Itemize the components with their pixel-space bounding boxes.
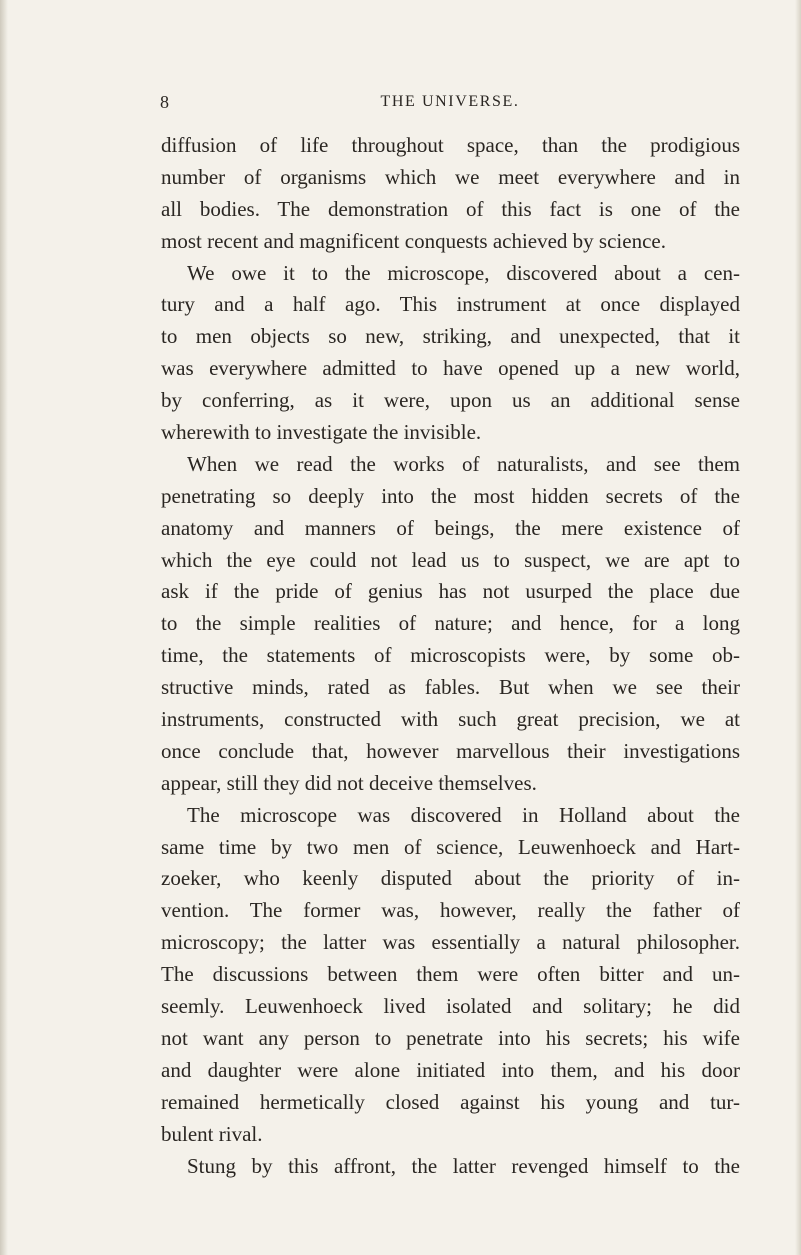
running-title: THE UNIVERSE. [380, 93, 520, 110]
text-line: wherewith to investigate the invisible. [161, 420, 482, 445]
text-line: was everywhere admitted to have opened up a new world, [161, 356, 740, 381]
text-line: instruments, constructed with such great precision, we at [161, 707, 740, 732]
text-line: to the simple realities of nature; and hence, for a long [161, 611, 740, 636]
text-line: once conclude that, however marvellous their investigations [161, 738, 740, 763]
text-line: zoeker, who keenly disputed about the priority of in- [161, 866, 740, 891]
text-line: seemly. Leuwenhoeck lived isolated and solitary; he did [161, 994, 740, 1019]
text-line: bulent rival. [161, 1121, 263, 1146]
text-line: tury and a half ago. This instrument at once displayed [161, 292, 740, 317]
text-line: which the eye could not lead us to suspect, we are apt to [161, 547, 740, 572]
text-line: same time by two men of science, Leuwenhoeck and Hart- [161, 834, 740, 859]
text-line: most recent and magnificent conquests achieved by science. [161, 228, 666, 253]
text-line: diffusion of life throughout space, than the prodigious [161, 133, 740, 157]
text-line: We owe it to the microscope, discovered about a cen- [187, 260, 740, 285]
text-line: appear, still they did not deceive themselves. [161, 770, 537, 795]
page-number: 8 [160, 92, 170, 112]
text-line: ask if the pride of genius has not usurped the place due [161, 579, 740, 604]
text-line: The microscope was discovered in Holland about the [187, 802, 740, 827]
page-edge [795, 0, 801, 1255]
text-line: penetrating so deeply into the most hidden secrets of the [161, 483, 740, 508]
text-line: Stung by this affront, the latter revenged himself to the [187, 1153, 740, 1178]
text-line: When we read the works of naturalists, and see them [187, 451, 740, 476]
text-line: microscopy; the latter was essentially a natural philosopher. [161, 930, 740, 955]
text-line: vention. The former was, however, really the father of [161, 898, 740, 923]
text-line: by conferring, as it were, upon us an additional sense [161, 388, 740, 413]
text-line: and daughter were alone initiated into them, and his door [161, 1057, 740, 1082]
body-text [161, 130, 740, 1182]
text-line: remained hermetically closed against his young and tur- [161, 1089, 740, 1114]
text-line: structive minds, rated as fables. But when we see their [161, 675, 740, 700]
text-line: to men objects so new, striking, and unexpected, that it [161, 324, 740, 349]
page-gutter-shadow [0, 0, 8, 1255]
page-header [160, 92, 740, 116]
text-line: number of organisms which we meet everywhere and in [161, 164, 740, 189]
text-line: not want any person to penetrate into his secrets; his wife [161, 1025, 740, 1050]
text-line: The discussions between them were often bitter and un- [161, 962, 740, 987]
text-line: anatomy and manners of beings, the mere existence of [161, 515, 740, 540]
text-line: all bodies. The demonstration of this fact is one of the [161, 196, 740, 221]
text-line: time, the statements of microscopists were, by some ob- [161, 643, 740, 668]
